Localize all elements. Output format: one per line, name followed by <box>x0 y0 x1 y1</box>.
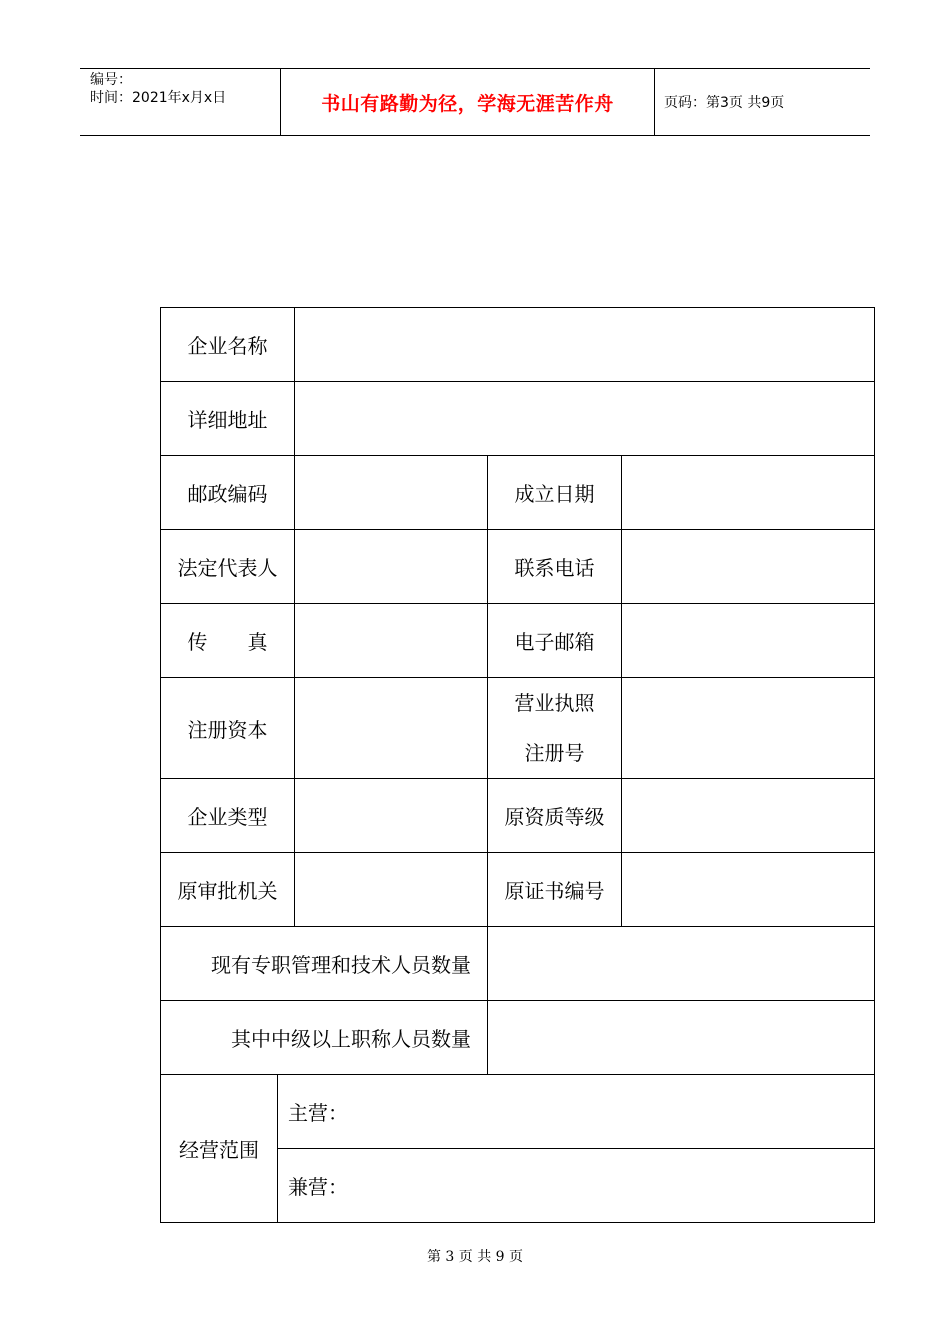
business-license-label-line2: 注册号 <box>524 741 585 765</box>
postal-code-field[interactable] <box>295 456 488 530</box>
address-label: 详细地址 <box>161 382 295 456</box>
business-license-field[interactable] <box>622 678 875 779</box>
original-authority-field[interactable] <box>295 853 488 927</box>
fax-label: 传 真 <box>161 604 295 678</box>
business-license-label-text <box>515 678 595 778</box>
registered-capital-label: 注册资本 <box>161 678 295 779</box>
header-page-info: 页码：第3页 共9页 <box>664 95 785 111</box>
established-date-field[interactable] <box>622 456 875 530</box>
side-business-field[interactable] <box>278 1149 875 1223</box>
original-authority-label: 原审批机关 <box>161 853 295 927</box>
table-row <box>161 1001 875 1075</box>
table-row <box>161 927 875 1001</box>
company-name-label: 企业名称 <box>161 308 295 382</box>
established-date-label: 成立日期 <box>488 456 622 530</box>
staff-count-field[interactable] <box>488 927 875 1001</box>
header-meta <box>80 69 280 135</box>
table-row <box>161 1075 875 1149</box>
table-row <box>161 456 875 530</box>
legal-representative-field[interactable] <box>295 530 488 604</box>
page-footer: 第 3 页 共 9 页 <box>426 1249 524 1265</box>
original-certificate-field[interactable] <box>622 853 875 927</box>
business-license-label <box>488 678 622 779</box>
company-name-field[interactable] <box>295 308 875 382</box>
legal-representative-label: 法定代表人 <box>161 530 295 604</box>
table-row <box>161 382 875 456</box>
original-grade-field[interactable] <box>622 779 875 853</box>
main-business-field[interactable] <box>278 1075 875 1149</box>
phone-label: 联系电话 <box>488 530 622 604</box>
address-field[interactable] <box>295 382 875 456</box>
email-label: 电子邮箱 <box>488 604 622 678</box>
side-business-label: 兼营： <box>288 1175 348 1199</box>
table-row <box>161 678 875 779</box>
business-scope-label: 经营范围 <box>161 1075 278 1223</box>
phone-field[interactable] <box>622 530 875 604</box>
company-type-field[interactable] <box>295 779 488 853</box>
table-row <box>161 530 875 604</box>
table-row <box>161 604 875 678</box>
original-grade-label: 原资质等级 <box>488 779 622 853</box>
postal-code-label: 邮政编码 <box>161 456 295 530</box>
fax-field[interactable] <box>295 604 488 678</box>
document-number-label: 编号： <box>90 72 132 88</box>
business-license-label-line1: 营业执照 <box>514 691 595 715</box>
mid-level-count-label: 其中中级以上职称人员数量 <box>161 1001 488 1075</box>
email-field[interactable] <box>622 604 875 678</box>
table-row <box>161 308 875 382</box>
table-row <box>161 779 875 853</box>
header-motto: 书山有路勤为径，学海无涯苦作舟 <box>321 92 614 115</box>
staff-count-label: 现有专职管理和技术人员数量 <box>161 927 488 1001</box>
document-time-label: 时间：2021年x月x日 <box>90 90 227 106</box>
page-header <box>80 68 870 136</box>
registered-capital-field[interactable] <box>295 678 488 779</box>
table-row <box>161 853 875 927</box>
main-business-label: 主营： <box>288 1101 348 1125</box>
mid-level-count-field[interactable] <box>488 1001 875 1075</box>
original-certificate-label: 原证书编号 <box>488 853 622 927</box>
company-type-label: 企业类型 <box>161 779 295 853</box>
company-info-form <box>160 307 874 1223</box>
company-info-table <box>160 307 875 1223</box>
